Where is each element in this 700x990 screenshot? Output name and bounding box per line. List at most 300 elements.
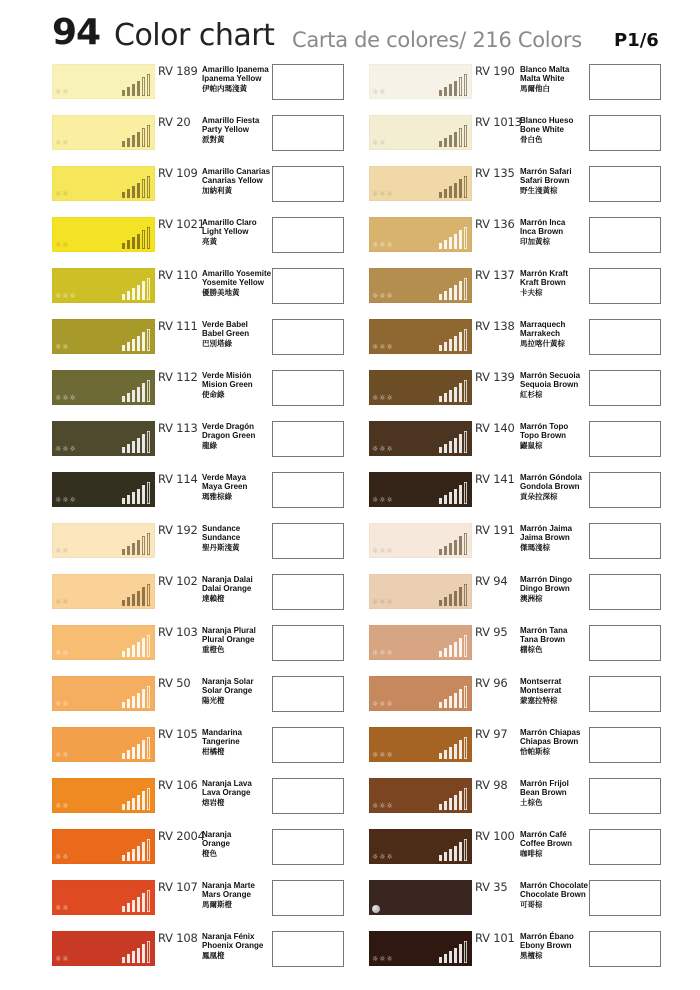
lightfastness-icon: ☼☼☼ xyxy=(372,802,394,810)
coverage-bar xyxy=(132,747,135,759)
color-code: RV 95 xyxy=(475,625,508,639)
coverage-bar xyxy=(127,393,130,402)
color-swatch xyxy=(52,778,155,813)
coverage-bar xyxy=(122,753,125,759)
color-name-chinese: 優勝美地黃 xyxy=(202,287,240,297)
lightfastness-icon: ☼☼☼ xyxy=(372,598,394,606)
color-names xyxy=(202,218,257,246)
color-code: RV 138 xyxy=(475,319,515,333)
color-name-english: Marrakech xyxy=(520,329,561,339)
coverage-bar xyxy=(444,495,447,504)
color-names xyxy=(520,167,572,195)
coverage-bar xyxy=(444,87,447,96)
color-swatch xyxy=(52,931,155,966)
color-names xyxy=(520,626,567,654)
color-names xyxy=(202,881,255,909)
color-name-spanish: Marrón Secuoia xyxy=(520,371,581,380)
coverage-bar xyxy=(459,842,462,861)
color-names xyxy=(202,167,270,195)
coverage-bar xyxy=(444,240,447,249)
color-name-chinese: 鳳凰橙 xyxy=(202,950,225,960)
color-code: RV 98 xyxy=(475,778,508,792)
color-names xyxy=(520,422,568,450)
coverage-bar xyxy=(137,438,140,453)
coverage-bars-icon xyxy=(122,941,152,963)
color-name-spanish: Marrón Dingo xyxy=(520,575,572,584)
coverage-bar xyxy=(439,90,442,96)
color-names xyxy=(202,932,263,960)
color-names xyxy=(202,626,256,654)
color-swatch xyxy=(369,523,472,558)
coverage-bar xyxy=(449,645,452,657)
color-name-english: Solar Orange xyxy=(202,686,253,696)
coverage-bar xyxy=(459,791,462,810)
color-swatch xyxy=(369,370,472,405)
color-name-spanish: Naranja Lava xyxy=(202,779,252,788)
color-names xyxy=(202,779,252,807)
coverage-bars-icon xyxy=(439,227,469,249)
color-name-spanish: Verde Dragón xyxy=(202,422,255,431)
color-name-spanish: Naranja Fénix xyxy=(202,932,255,941)
color-name-english: Ipanema Yellow xyxy=(202,74,262,84)
coverage-bar xyxy=(459,638,462,657)
color-name-spanish: Amarillo Ipanema xyxy=(202,65,269,74)
coverage-bar xyxy=(459,332,462,351)
color-name-spanish: Naranja Dalai xyxy=(202,575,253,584)
color-name-english: Yosemite Yellow xyxy=(202,278,264,288)
sample-box xyxy=(272,829,344,865)
coverage-bars-icon xyxy=(439,584,469,606)
coverage-bar xyxy=(142,944,145,963)
coverage-bar xyxy=(147,74,150,96)
color-code: RV 100 xyxy=(475,829,515,843)
coverage-bar xyxy=(464,431,467,453)
color-name-english: Maya Green xyxy=(202,482,248,492)
color-code: RV 190 xyxy=(475,64,515,78)
sample-box xyxy=(272,625,344,661)
coverage-bar xyxy=(132,645,135,657)
color-swatch xyxy=(52,115,155,150)
coverage-bar xyxy=(132,237,135,249)
coverage-bar xyxy=(127,648,130,657)
coverage-bar xyxy=(137,234,140,249)
lightfastness-icon: ☼☼☼ xyxy=(372,547,394,555)
lightfastness-icon: ☼☼☼ xyxy=(372,241,394,249)
sample-box xyxy=(589,370,661,406)
color-row xyxy=(52,523,392,574)
color-swatch xyxy=(52,625,155,660)
color-row xyxy=(369,217,700,268)
coverage-bar xyxy=(132,390,135,402)
color-code: RV 1021 xyxy=(158,217,205,231)
color-swatch xyxy=(369,931,472,966)
coverage-bar xyxy=(449,696,452,708)
coverage-bar xyxy=(439,804,442,810)
color-name-spanish: Verde Maya xyxy=(202,473,247,482)
color-row xyxy=(52,217,392,268)
coverage-bar xyxy=(439,498,442,504)
color-row xyxy=(52,676,392,727)
color-name-chinese: 印加黃棕 xyxy=(520,236,550,246)
coverage-bars-icon xyxy=(439,176,469,198)
sample-box xyxy=(272,778,344,814)
color-names xyxy=(202,116,259,144)
coverage-bar xyxy=(439,651,442,657)
color-swatch xyxy=(52,166,155,201)
color-swatch xyxy=(369,880,472,915)
color-code: RV 105 xyxy=(158,727,198,741)
color-swatch xyxy=(52,880,155,915)
lightfastness-icon: ☼☼ xyxy=(55,649,70,657)
coverage-bar xyxy=(147,788,150,810)
color-swatch xyxy=(52,676,155,711)
coverage-bar xyxy=(122,804,125,810)
color-name-chinese: 派對黃 xyxy=(202,134,225,144)
coverage-bar xyxy=(127,291,130,300)
color-code: RV 113 xyxy=(158,421,198,435)
coverage-bars-icon xyxy=(122,635,152,657)
coverage-bar xyxy=(142,383,145,402)
color-name-spanish: Naranja Solar xyxy=(202,677,254,686)
coverage-bars-icon xyxy=(122,686,152,708)
coverage-bars-icon xyxy=(439,941,469,963)
sample-box xyxy=(589,115,661,151)
coverage-bar xyxy=(439,294,442,300)
coverage-bar xyxy=(142,893,145,912)
coverage-bar xyxy=(454,693,457,708)
lightfastness-icon: ☼☼☼ xyxy=(372,292,394,300)
coverage-bar xyxy=(132,849,135,861)
lightfastness-icon: ☼☼☼ xyxy=(55,496,77,504)
coverage-bar xyxy=(464,329,467,351)
color-swatch xyxy=(369,778,472,813)
lightfastness-icon: ☼☼ xyxy=(55,343,70,351)
color-names xyxy=(520,65,569,93)
color-row xyxy=(52,319,392,370)
color-swatch xyxy=(369,829,472,864)
coverage-bar xyxy=(137,540,140,555)
coverage-bar xyxy=(127,495,130,504)
chart-header xyxy=(0,0,700,60)
coverage-bar xyxy=(459,944,462,963)
color-name-chinese: 蒙塞拉特棕 xyxy=(520,695,558,705)
coverage-bar xyxy=(439,753,442,759)
color-row xyxy=(52,268,392,319)
coverage-bar xyxy=(137,642,140,657)
coverage-bar xyxy=(449,288,452,300)
color-row xyxy=(369,421,700,472)
sample-box xyxy=(589,472,661,508)
color-swatch xyxy=(52,523,155,558)
color-names xyxy=(202,422,255,450)
sample-box xyxy=(589,676,661,712)
coverage-bars-icon xyxy=(122,227,152,249)
coverage-bar xyxy=(147,278,150,300)
color-name-chinese: 重橙色 xyxy=(202,644,225,654)
coverage-bar xyxy=(439,855,442,861)
color-name-spanish: Amarillo Fiesta xyxy=(202,116,260,125)
color-name-chinese: 亮黃 xyxy=(202,236,217,246)
lightfastness-icon: ☼☼ xyxy=(55,904,70,912)
coverage-bar xyxy=(137,489,140,504)
color-row xyxy=(52,829,392,880)
coverage-bars-icon xyxy=(439,686,469,708)
lightfastness-icon: ☼☼☼ xyxy=(55,292,77,300)
coverage-bar xyxy=(459,230,462,249)
coverage-bar xyxy=(464,635,467,657)
coverage-bar xyxy=(132,492,135,504)
coverage-bar xyxy=(132,696,135,708)
color-row xyxy=(369,115,700,166)
color-name-english: Montserrat xyxy=(520,686,562,696)
coverage-bar xyxy=(444,444,447,453)
color-code: RV 192 xyxy=(158,523,198,537)
color-name-chinese: 馬爾他白 xyxy=(520,83,550,93)
color-name-english: Malta White xyxy=(520,74,565,84)
color-code: RV 101 xyxy=(475,931,515,945)
coverage-bar xyxy=(454,795,457,810)
color-name-spanish: Verde Babel xyxy=(202,320,248,329)
coverage-bar xyxy=(449,390,452,402)
coverage-bar xyxy=(142,638,145,657)
lightfastness-icon: ☼☼☼ xyxy=(55,394,77,402)
color-names xyxy=(202,830,231,858)
coverage-bar xyxy=(449,951,452,963)
color-name-spanish: Marrón Chiapas xyxy=(520,728,581,737)
coverage-bar xyxy=(439,447,442,453)
color-name-chinese: 土棕色 xyxy=(520,797,543,807)
coverage-bars-icon xyxy=(122,125,152,147)
coverage-bar xyxy=(444,699,447,708)
coverage-bars-icon xyxy=(439,74,469,96)
color-swatch xyxy=(369,319,472,354)
color-names xyxy=(202,371,253,399)
color-names xyxy=(520,371,580,399)
coverage-bar xyxy=(444,801,447,810)
color-row xyxy=(52,625,392,676)
lightfastness-icon: ☼☼☼ xyxy=(372,751,394,759)
color-name-chinese: 龍綠 xyxy=(202,440,217,450)
coverage-bars-icon xyxy=(122,890,152,912)
coverage-bar xyxy=(137,744,140,759)
color-name-english: Jaima Brown xyxy=(520,533,570,543)
lightfastness-icon: ☼☼☼ xyxy=(372,496,394,504)
color-name-english: Ebony Brown xyxy=(520,941,572,951)
coverage-bar xyxy=(132,186,135,198)
coverage-bar xyxy=(142,587,145,606)
color-name-spanish: Marrón Góndola xyxy=(520,473,582,482)
sample-box xyxy=(272,676,344,712)
color-swatch xyxy=(52,472,155,507)
coverage-bar xyxy=(147,686,150,708)
coverage-bar xyxy=(454,744,457,759)
lightfastness-icon: ☼☼ xyxy=(55,190,70,198)
color-code: RV 109 xyxy=(158,166,198,180)
color-name-english: Kraft Brown xyxy=(520,278,566,288)
coverage-bar xyxy=(444,138,447,147)
color-code: RV 94 xyxy=(475,574,508,588)
color-name-spanish: Naranja Plural xyxy=(202,626,256,635)
coverage-bar xyxy=(122,600,125,606)
lightfastness-icon: ☼☼☼ xyxy=(372,445,394,453)
color-row xyxy=(369,370,700,421)
color-names xyxy=(202,269,271,297)
coverage-bar xyxy=(137,795,140,810)
coverage-bar xyxy=(132,798,135,810)
coverage-bar xyxy=(127,903,130,912)
coverage-bar xyxy=(459,536,462,555)
coverage-bar xyxy=(464,686,467,708)
coverage-bars-icon xyxy=(439,482,469,504)
color-swatch xyxy=(369,472,472,507)
coverage-bar xyxy=(137,132,140,147)
coverage-bar xyxy=(439,243,442,249)
color-name-english: Chocolate Brown xyxy=(520,890,586,900)
coverage-bar xyxy=(132,441,135,453)
coverage-bar xyxy=(127,954,130,963)
color-names xyxy=(202,473,247,501)
color-names xyxy=(520,932,574,960)
lightfastness-icon: ☼☼☼ xyxy=(372,853,394,861)
coverage-bar xyxy=(439,549,442,555)
coverage-bar xyxy=(464,839,467,861)
color-name-english: Dragon Green xyxy=(202,431,256,441)
coverage-bar xyxy=(122,396,125,402)
coverage-bar xyxy=(127,138,130,147)
coverage-bar xyxy=(454,591,457,606)
coverage-bar xyxy=(142,740,145,759)
coverage-bar xyxy=(132,951,135,963)
sample-box xyxy=(589,931,661,967)
coverage-bars-icon xyxy=(439,278,469,300)
sample-box xyxy=(589,778,661,814)
coverage-bar xyxy=(439,396,442,402)
sample-box xyxy=(272,472,344,508)
coverage-bar xyxy=(147,941,150,963)
sample-box xyxy=(589,319,661,355)
sample-box xyxy=(272,115,344,151)
page-title: Color chart xyxy=(114,18,275,53)
coverage-bars-icon xyxy=(439,737,469,759)
coverage-bar xyxy=(147,737,150,759)
sample-box xyxy=(589,523,661,559)
color-name-chinese: 棚棕色 xyxy=(520,644,543,654)
coverage-bar xyxy=(459,77,462,96)
coverage-bar xyxy=(444,750,447,759)
color-name-chinese: 鼹鼠棕 xyxy=(520,440,543,450)
coverage-bar xyxy=(454,489,457,504)
color-names xyxy=(202,728,242,756)
color-name-english: Canarias Yellow xyxy=(202,176,263,186)
coverage-bar xyxy=(122,294,125,300)
coverage-bar xyxy=(142,230,145,249)
opaque-pigment-icon xyxy=(372,905,380,913)
coverage-bar xyxy=(122,957,125,963)
coverage-bar xyxy=(137,591,140,606)
color-swatch xyxy=(52,421,155,456)
coverage-bar xyxy=(464,74,467,96)
coverage-bars-icon xyxy=(122,737,152,759)
sample-box xyxy=(272,268,344,304)
color-name-english: Inca Brown xyxy=(520,227,564,237)
color-row xyxy=(52,472,392,523)
coverage-bar xyxy=(459,128,462,147)
sample-box xyxy=(272,217,344,253)
coverage-bars-icon xyxy=(439,431,469,453)
color-names xyxy=(520,116,573,144)
color-name-english: Sundance xyxy=(202,533,241,543)
coverage-bars-icon xyxy=(122,431,152,453)
coverage-bar xyxy=(454,132,457,147)
sample-box xyxy=(589,625,661,661)
coverage-bar xyxy=(132,84,135,96)
sample-box xyxy=(589,64,661,100)
sample-box xyxy=(589,829,661,865)
color-swatch xyxy=(52,319,155,354)
color-row xyxy=(369,676,700,727)
color-name-english: Topo Brown xyxy=(520,431,567,441)
coverage-bar xyxy=(127,597,130,606)
coverage-bar xyxy=(459,689,462,708)
color-code: RV 1013 xyxy=(475,115,522,129)
lightfastness-icon: ☼☼ xyxy=(55,853,70,861)
coverage-bar xyxy=(454,642,457,657)
coverage-bar xyxy=(127,444,130,453)
coverage-bar xyxy=(454,438,457,453)
coverage-bar xyxy=(142,689,145,708)
color-name-chinese: 達賴橙 xyxy=(202,593,225,603)
sample-box xyxy=(272,523,344,559)
color-swatch xyxy=(369,421,472,456)
color-code: RV 111 xyxy=(158,319,198,333)
color-name-chinese: 加納利黃 xyxy=(202,185,232,195)
color-code: RV 2004 xyxy=(158,829,205,843)
color-code: RV 103 xyxy=(158,625,198,639)
color-names xyxy=(520,473,582,501)
coverage-bar xyxy=(464,533,467,555)
coverage-bar xyxy=(137,387,140,402)
coverage-bar xyxy=(449,543,452,555)
color-code: RV 106 xyxy=(158,778,198,792)
coverage-bar xyxy=(459,281,462,300)
coverage-bar xyxy=(449,747,452,759)
coverage-bar xyxy=(444,597,447,606)
color-column-right xyxy=(369,64,700,982)
color-name-spanish: Montserrat xyxy=(520,677,562,686)
coverage-bar xyxy=(122,702,125,708)
color-swatch xyxy=(52,727,155,762)
coverage-bar xyxy=(147,227,150,249)
coverage-bars-icon xyxy=(122,482,152,504)
coverage-bar xyxy=(147,329,150,351)
color-name-chinese: 紅杉棕 xyxy=(520,389,543,399)
color-code: RV 97 xyxy=(475,727,508,741)
color-row xyxy=(369,880,700,931)
sample-box xyxy=(272,574,344,610)
coverage-bar xyxy=(444,852,447,861)
coverage-bar xyxy=(142,536,145,555)
coverage-bar xyxy=(449,594,452,606)
coverage-bar xyxy=(459,740,462,759)
coverage-bar xyxy=(142,332,145,351)
coverage-bar xyxy=(122,447,125,453)
coverage-bar xyxy=(137,336,140,351)
color-name-spanish: Marrón Safari xyxy=(520,167,572,176)
sample-box xyxy=(589,880,661,916)
coverage-bars-icon xyxy=(439,533,469,555)
color-names xyxy=(202,65,269,93)
color-name-chinese: 橙色 xyxy=(202,848,217,858)
